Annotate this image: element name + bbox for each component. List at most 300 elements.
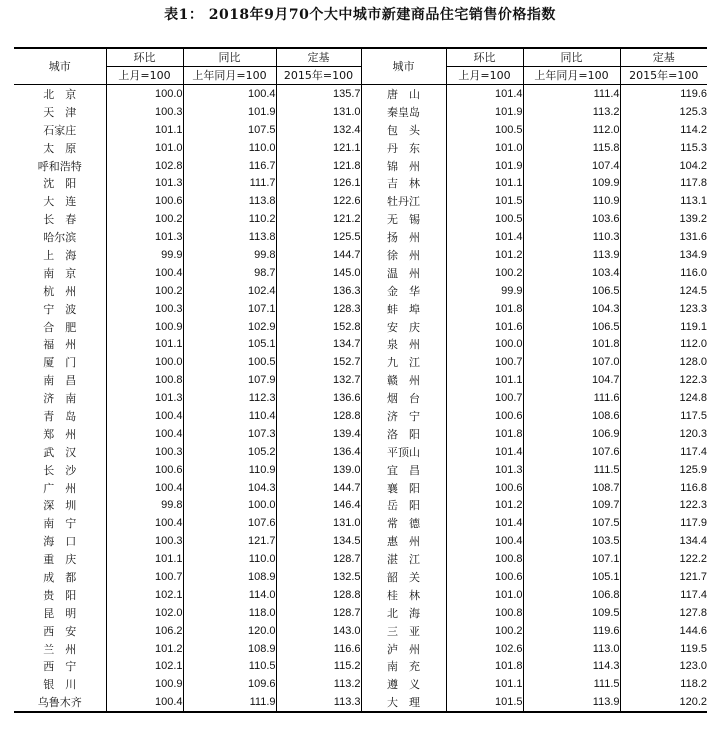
yoy-value: 108.9 [183, 568, 276, 586]
table-row [14, 210, 707, 228]
mom-value-right: 101.2 [446, 496, 523, 514]
city-name-right: 惠 州 [361, 532, 446, 550]
table-row [14, 604, 707, 622]
mom-value-right: 101.6 [446, 318, 523, 336]
mom-value: 100.8 [106, 371, 183, 389]
fixed-value-right: 127.8 [620, 604, 707, 622]
mom-value: 101.1 [106, 550, 183, 568]
yoy-value: 116.7 [183, 157, 276, 175]
mom-value: 100.3 [106, 300, 183, 318]
table-row [14, 496, 707, 514]
city-name: 天 津 [43, 105, 77, 119]
table-row [14, 407, 707, 425]
mom-value: 100.6 [106, 461, 183, 479]
mom-value-right: 101.8 [446, 425, 523, 443]
fixed-value: 134.7 [276, 335, 361, 353]
fixed-value-right: 117.5 [620, 407, 707, 425]
fixed-value-right: 119.5 [620, 640, 707, 658]
mom-value: 100.3 [106, 532, 183, 550]
yoy-value-right: 111.5 [523, 461, 620, 479]
city-name-right: 三 亚 [361, 622, 446, 640]
fixed-value: 132.4 [276, 121, 361, 139]
table-row [14, 658, 707, 676]
city-name-right: 安 庆 [361, 318, 446, 336]
yoy-value: 104.3 [183, 479, 276, 497]
mom-value-right: 101.5 [446, 192, 523, 210]
fixed-value: 113.3 [276, 693, 361, 712]
city-name: 兰 州 [43, 642, 77, 656]
fixed-value-right: 120.2 [620, 693, 707, 712]
mom-value-right: 101.5 [446, 693, 523, 712]
mom-value-right: 100.7 [446, 389, 523, 407]
yoy-value: 118.0 [183, 604, 276, 622]
yoy-value: 113.8 [183, 228, 276, 246]
table-row [14, 479, 707, 497]
mom-value-right: 100.6 [446, 407, 523, 425]
mom-value: 100.4 [106, 693, 183, 712]
mom-value-right: 101.1 [446, 371, 523, 389]
mom-value-right: 100.7 [446, 353, 523, 371]
mom-value-right: 101.1 [446, 174, 523, 192]
yoy-value-right: 106.8 [523, 586, 620, 604]
mom-value-right: 100.6 [446, 479, 523, 497]
yoy-value-right: 108.6 [523, 407, 620, 425]
mom-value: 100.2 [106, 282, 183, 300]
yoy-value: 105.1 [183, 335, 276, 353]
table-row [14, 157, 707, 175]
fixed-value-right: 117.9 [620, 514, 707, 532]
fixed-value: 136.3 [276, 282, 361, 300]
fixed-value-right: 139.2 [620, 210, 707, 228]
table-row [14, 461, 707, 479]
city-name: 石家庄 [43, 123, 77, 137]
city-name-right: 南 充 [361, 658, 446, 676]
mom-value-right: 100.0 [446, 335, 523, 353]
fixed-value: 121.8 [276, 157, 361, 175]
yoy-value-right: 119.6 [523, 622, 620, 640]
city-name: 南 昌 [43, 374, 77, 388]
table-row [14, 335, 707, 353]
fixed-value: 128.8 [276, 586, 361, 604]
yoy-value: 107.3 [183, 425, 276, 443]
mom-value: 100.4 [106, 479, 183, 497]
mom-value-right: 100.4 [446, 532, 523, 550]
mom-value-right: 101.3 [446, 461, 523, 479]
city-name: 深 圳 [43, 499, 77, 513]
fixed-value: 126.1 [276, 174, 361, 192]
table-row [14, 693, 707, 712]
yoy-value: 110.5 [183, 658, 276, 676]
fixed-value-right: 117.4 [620, 443, 707, 461]
header-city: 城市 [14, 48, 106, 85]
yoy-value-right: 111.6 [523, 389, 620, 407]
mom-value-right: 101.4 [446, 514, 523, 532]
mom-value: 102.1 [106, 586, 183, 604]
fixed-value: 121.1 [276, 139, 361, 157]
city-name-right: 北 海 [361, 604, 446, 622]
header-mom-base: 上月=100 [106, 67, 183, 85]
fixed-value-right: 122.3 [620, 496, 707, 514]
yoy-value-right: 103.5 [523, 532, 620, 550]
fixed-value-right: 128.0 [620, 353, 707, 371]
table-row [14, 353, 707, 371]
yoy-value: 107.9 [183, 371, 276, 389]
mom-value: 100.9 [106, 318, 183, 336]
fixed-value: 145.0 [276, 264, 361, 282]
fixed-value: 131.0 [276, 103, 361, 121]
mom-value: 100.4 [106, 425, 183, 443]
mom-value: 101.1 [106, 335, 183, 353]
price-index-table [14, 47, 707, 713]
city-name: 哈尔滨 [43, 231, 77, 245]
city-name-right: 洛 阳 [361, 425, 446, 443]
mom-value: 100.0 [106, 85, 183, 103]
mom-value: 100.4 [106, 407, 183, 425]
fixed-value-right: 121.7 [620, 568, 707, 586]
mom-value-right: 101.4 [446, 85, 523, 103]
yoy-value: 111.7 [183, 174, 276, 192]
city-name-right: 包 头 [361, 121, 446, 139]
city-name: 济 南 [43, 392, 77, 406]
mom-value: 101.0 [106, 139, 183, 157]
fixed-value: 143.0 [276, 622, 361, 640]
fixed-value-right: 115.3 [620, 139, 707, 157]
mom-value: 101.3 [106, 174, 183, 192]
yoy-value: 98.7 [183, 264, 276, 282]
city-name: 郑 州 [43, 427, 77, 441]
city-name: 武 汉 [43, 445, 77, 459]
table-row [14, 228, 707, 246]
mom-value-right: 102.6 [446, 640, 523, 658]
city-name-right: 唐 山 [361, 85, 446, 103]
yoy-value: 111.9 [183, 693, 276, 712]
yoy-value-right: 110.3 [523, 228, 620, 246]
mom-value-right: 100.5 [446, 121, 523, 139]
header-mom: 环比 [106, 48, 183, 67]
mom-value-right: 101.4 [446, 443, 523, 461]
fixed-value-right: 125.3 [620, 103, 707, 121]
table-row [14, 568, 707, 586]
fixed-value: 144.7 [276, 246, 361, 264]
yoy-value: 110.2 [183, 210, 276, 228]
fixed-value: 144.7 [276, 479, 361, 497]
yoy-value: 110.0 [183, 550, 276, 568]
table-row [14, 318, 707, 336]
fixed-value: 128.7 [276, 604, 361, 622]
city-name-right: 温 州 [361, 264, 446, 282]
city-name-right: 遵 义 [361, 675, 446, 693]
table-row [14, 174, 707, 192]
mom-value: 100.3 [106, 443, 183, 461]
table-row [14, 246, 707, 264]
header-yoy-base-right: 上年同月=100 [523, 67, 620, 85]
yoy-value: 109.6 [183, 675, 276, 693]
yoy-value-right: 107.0 [523, 353, 620, 371]
mom-value: 100.3 [106, 103, 183, 121]
city-name-right: 常 德 [361, 514, 446, 532]
yoy-value: 100.4 [183, 85, 276, 103]
table-row [14, 586, 707, 604]
city-name: 西 安 [43, 624, 77, 638]
header-mom-right: 环比 [446, 48, 523, 67]
table-row [14, 300, 707, 318]
fixed-value-right: 117.8 [620, 174, 707, 192]
city-name-right: 金 华 [361, 282, 446, 300]
yoy-value: 100.5 [183, 353, 276, 371]
yoy-value: 107.1 [183, 300, 276, 318]
yoy-value-right: 103.4 [523, 264, 620, 282]
city-name-right: 襄 阳 [361, 479, 446, 497]
mom-value-right: 100.5 [446, 210, 523, 228]
fixed-value-right: 113.1 [620, 192, 707, 210]
city-name: 呼和浩特 [37, 159, 82, 173]
fixed-value-right: 112.0 [620, 335, 707, 353]
fixed-value: 131.0 [276, 514, 361, 532]
fixed-value: 134.5 [276, 532, 361, 550]
page-title: 表1： 2018年9月70个大中城市新建商品住宅销售价格指数 [164, 7, 556, 23]
table-row [14, 264, 707, 282]
city-name-right: 锦 州 [361, 157, 446, 175]
yoy-value-right: 109.5 [523, 604, 620, 622]
fixed-value-right: 131.6 [620, 228, 707, 246]
city-name: 成 都 [43, 570, 77, 584]
city-name: 南 宁 [43, 517, 77, 531]
header-yoy-right: 同比 [523, 48, 620, 67]
city-name-right: 九 江 [361, 353, 446, 371]
yoy-value: 114.0 [183, 586, 276, 604]
fixed-value-right: 119.6 [620, 85, 707, 103]
table-row [14, 550, 707, 568]
yoy-value: 110.0 [183, 139, 276, 157]
fixed-value-right: 117.4 [620, 586, 707, 604]
city-name: 合 肥 [43, 320, 77, 334]
yoy-value: 110.9 [183, 461, 276, 479]
city-name: 青 岛 [43, 409, 77, 423]
mom-value: 102.8 [106, 157, 183, 175]
mom-value: 101.2 [106, 640, 183, 658]
city-name: 沈 阳 [43, 177, 77, 191]
yoy-value-right: 106.5 [523, 318, 620, 336]
yoy-value-right: 113.0 [523, 640, 620, 658]
city-name: 北 京 [43, 87, 77, 101]
mom-value-right: 101.4 [446, 228, 523, 246]
fixed-value-right: 116.0 [620, 264, 707, 282]
fixed-value-right: 122.3 [620, 371, 707, 389]
yoy-value: 121.7 [183, 532, 276, 550]
table-row [14, 371, 707, 389]
yoy-value-right: 101.8 [523, 335, 620, 353]
city-name: 福 州 [43, 338, 77, 352]
fixed-value-right: 114.2 [620, 121, 707, 139]
fixed-value: 128.8 [276, 407, 361, 425]
yoy-value: 108.9 [183, 640, 276, 658]
mom-value-right: 100.2 [446, 264, 523, 282]
fixed-value: 121.2 [276, 210, 361, 228]
city-name: 厦 门 [43, 356, 77, 370]
yoy-value-right: 114.3 [523, 658, 620, 676]
yoy-value-right: 108.7 [523, 479, 620, 497]
header-yoy: 同比 [183, 48, 276, 67]
yoy-value-right: 107.6 [523, 443, 620, 461]
mom-value-right: 101.8 [446, 658, 523, 676]
city-name: 宁 波 [43, 302, 77, 316]
yoy-value-right: 109.7 [523, 496, 620, 514]
mom-value: 101.3 [106, 389, 183, 407]
table-row [14, 103, 707, 121]
mom-value-right: 101.0 [446, 139, 523, 157]
fixed-value: 132.7 [276, 371, 361, 389]
city-name-right: 韶 关 [361, 568, 446, 586]
city-name-right: 赣 州 [361, 371, 446, 389]
table-row [14, 389, 707, 407]
city-name-right: 牡丹江 [361, 192, 446, 210]
city-name-right: 桂 林 [361, 586, 446, 604]
yoy-value-right: 109.9 [523, 174, 620, 192]
city-name: 长 沙 [43, 463, 77, 477]
city-name-right: 丹 东 [361, 139, 446, 157]
mom-value: 100.0 [106, 353, 183, 371]
table-row [14, 282, 707, 300]
fixed-value: 139.0 [276, 461, 361, 479]
city-name: 海 口 [43, 535, 77, 549]
yoy-value: 102.4 [183, 282, 276, 300]
fixed-value-right: 144.6 [620, 622, 707, 640]
mom-value: 100.4 [106, 514, 183, 532]
city-name: 长 春 [43, 213, 77, 227]
table-row [14, 192, 707, 210]
table-row [14, 532, 707, 550]
city-name: 乌鲁木齐 [37, 696, 82, 710]
mom-value: 99.9 [106, 246, 183, 264]
mom-value: 102.0 [106, 604, 183, 622]
yoy-value: 112.3 [183, 389, 276, 407]
yoy-value-right: 106.5 [523, 282, 620, 300]
fixed-value-right: 104.2 [620, 157, 707, 175]
mom-value-right: 100.8 [446, 604, 523, 622]
mom-value-right: 101.2 [446, 246, 523, 264]
city-name: 南 京 [43, 266, 77, 280]
yoy-value: 99.8 [183, 246, 276, 264]
fixed-value: 135.7 [276, 85, 361, 103]
yoy-value-right: 111.5 [523, 675, 620, 693]
mom-value-right: 99.9 [446, 282, 523, 300]
yoy-value: 110.4 [183, 407, 276, 425]
table-row [14, 640, 707, 658]
yoy-value: 101.9 [183, 103, 276, 121]
mom-value: 100.2 [106, 210, 183, 228]
city-name-right: 大 理 [361, 693, 446, 712]
fixed-value: 113.2 [276, 675, 361, 693]
fixed-value-right: 120.3 [620, 425, 707, 443]
city-name: 太 原 [43, 141, 77, 155]
mom-value: 100.4 [106, 264, 183, 282]
city-name-right: 宜 昌 [361, 461, 446, 479]
fixed-value: 146.4 [276, 496, 361, 514]
city-name: 杭 州 [43, 284, 77, 298]
fixed-value: 136.6 [276, 389, 361, 407]
yoy-value: 120.0 [183, 622, 276, 640]
mom-value: 100.9 [106, 675, 183, 693]
table-row [14, 443, 707, 461]
header-city-right: 城市 [361, 48, 446, 85]
city-name: 重 庆 [43, 553, 77, 567]
yoy-value-right: 113.9 [523, 693, 620, 712]
table-row [14, 425, 707, 443]
city-name: 广 州 [43, 481, 77, 495]
mom-value: 102.1 [106, 658, 183, 676]
yoy-value: 105.2 [183, 443, 276, 461]
city-name-right: 烟 台 [361, 389, 446, 407]
header-mom-base-right: 上月=100 [446, 67, 523, 85]
yoy-value-right: 106.9 [523, 425, 620, 443]
fixed-value: 152.8 [276, 318, 361, 336]
yoy-value: 102.9 [183, 318, 276, 336]
yoy-value-right: 115.8 [523, 139, 620, 157]
city-name-right: 泸 州 [361, 640, 446, 658]
mom-value: 99.8 [106, 496, 183, 514]
table-row [14, 121, 707, 139]
fixed-value-right: 123.3 [620, 300, 707, 318]
city-name-right: 吉 林 [361, 174, 446, 192]
mom-value-right: 101.9 [446, 157, 523, 175]
fixed-value: 128.3 [276, 300, 361, 318]
city-name-right: 徐 州 [361, 246, 446, 264]
yoy-value-right: 107.5 [523, 514, 620, 532]
yoy-value: 100.0 [183, 496, 276, 514]
header-fixed-base: 2015年=100 [276, 67, 361, 85]
fixed-value-right: 134.9 [620, 246, 707, 264]
fixed-value-right: 122.2 [620, 550, 707, 568]
city-name-right: 蚌 埠 [361, 300, 446, 318]
fixed-value-right: 119.1 [620, 318, 707, 336]
mom-value-right: 100.6 [446, 568, 523, 586]
mom-value: 100.6 [106, 192, 183, 210]
yoy-value: 107.5 [183, 121, 276, 139]
fixed-value-right: 125.9 [620, 461, 707, 479]
city-name-right: 岳 阳 [361, 496, 446, 514]
yoy-value-right: 104.3 [523, 300, 620, 318]
yoy-value: 107.6 [183, 514, 276, 532]
fixed-value-right: 124.8 [620, 389, 707, 407]
header-fixed: 定基 [276, 48, 361, 67]
table-row [14, 675, 707, 693]
fixed-value: 136.4 [276, 443, 361, 461]
city-name-right: 无 锡 [361, 210, 446, 228]
fixed-value-right: 118.2 [620, 675, 707, 693]
mom-value: 106.2 [106, 622, 183, 640]
fixed-value: 152.7 [276, 353, 361, 371]
fixed-value-right: 134.4 [620, 532, 707, 550]
header-fixed-base-right: 2015年=100 [620, 67, 707, 85]
city-name: 上 海 [43, 248, 77, 262]
city-name: 银 川 [43, 678, 77, 692]
header-fixed-right: 定基 [620, 48, 707, 67]
city-name: 昆 明 [43, 606, 77, 620]
yoy-value-right: 113.9 [523, 246, 620, 264]
city-name-right: 平顶山 [361, 443, 446, 461]
mom-value-right: 101.8 [446, 300, 523, 318]
mom-value: 101.3 [106, 228, 183, 246]
fixed-value: 132.5 [276, 568, 361, 586]
fixed-value: 122.6 [276, 192, 361, 210]
yoy-value-right: 113.2 [523, 103, 620, 121]
mom-value-right: 101.9 [446, 103, 523, 121]
fixed-value: 115.2 [276, 658, 361, 676]
city-name-right: 秦皇岛 [361, 103, 446, 121]
yoy-value-right: 107.1 [523, 550, 620, 568]
mom-value-right: 101.0 [446, 586, 523, 604]
fixed-value-right: 116.8 [620, 479, 707, 497]
